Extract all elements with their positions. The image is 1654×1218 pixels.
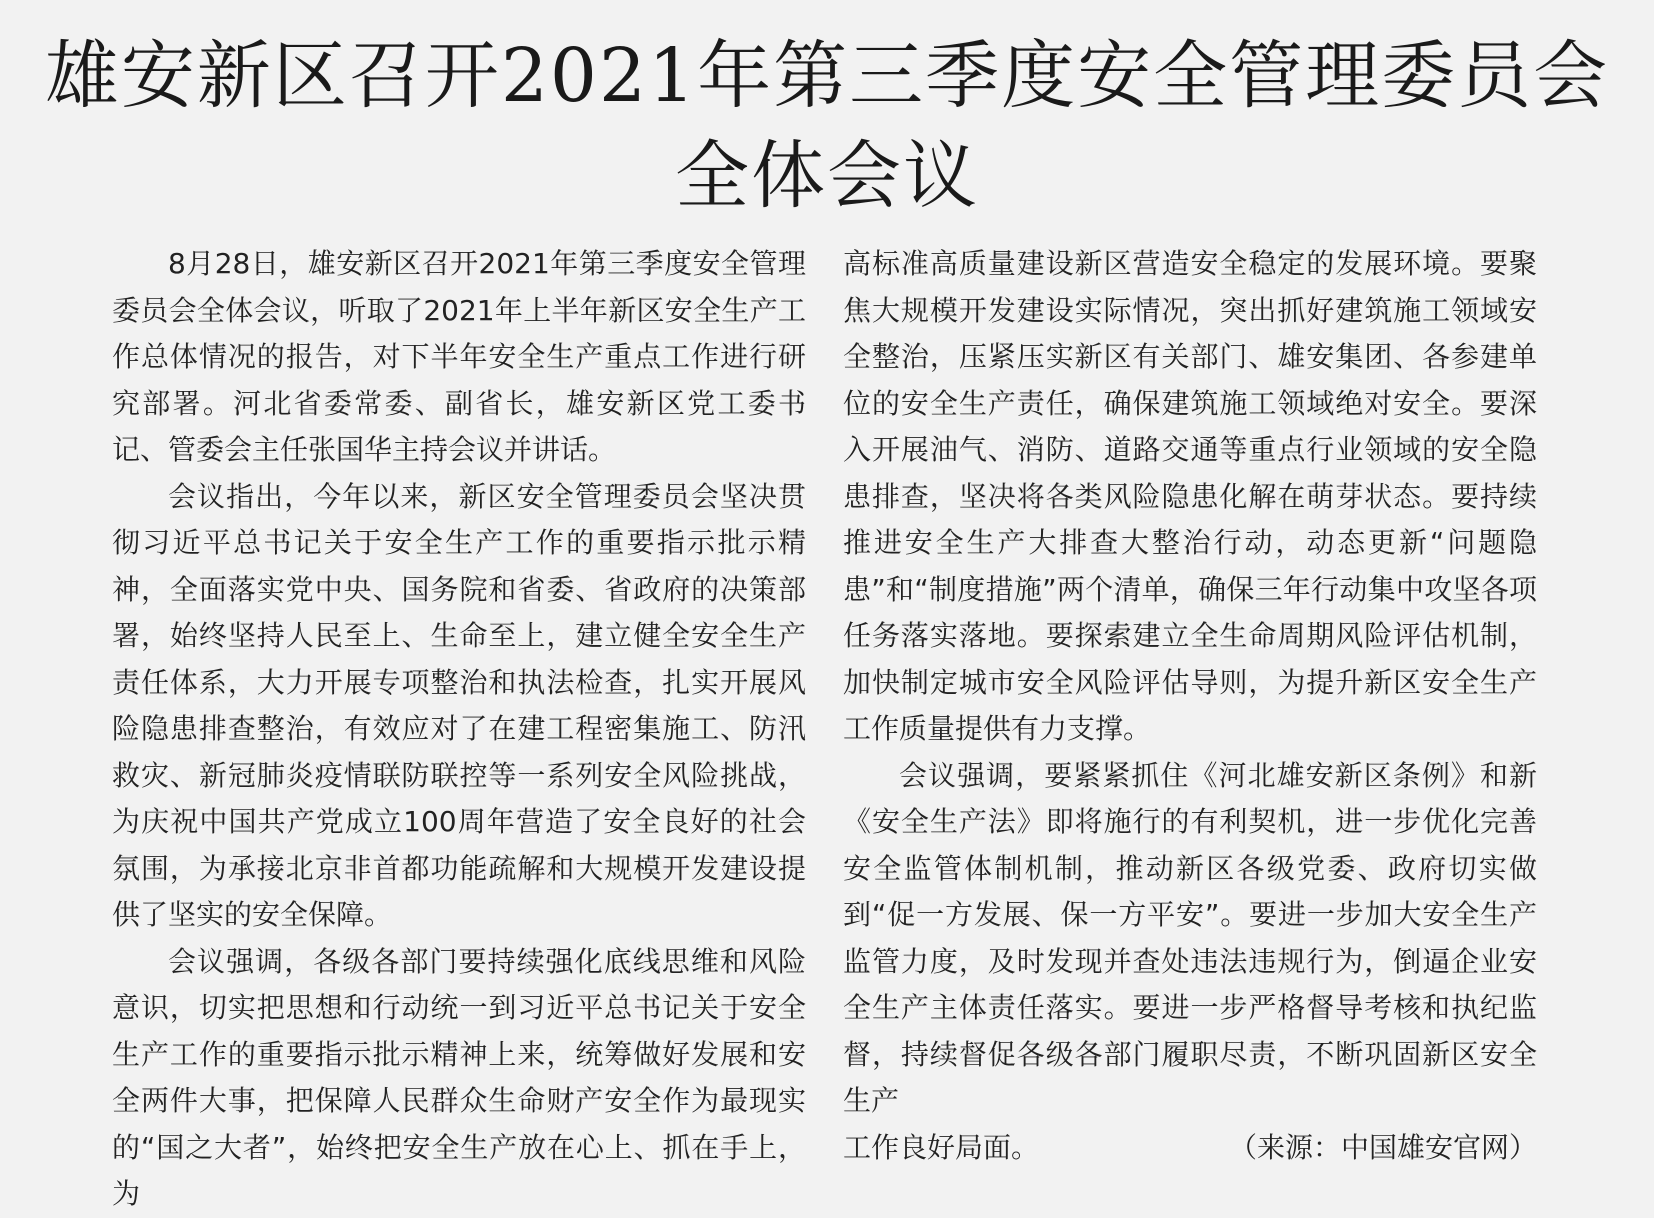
article-title-line-1: 雄安新区召开2021年第三季度安全管理委员会 xyxy=(44,33,1610,119)
paragraph-3-start: 会议强调，各级各部门要持续强化底线思维和风险意识，切实把思想和行动统一到习近平总书记关于安全生产工作的重要指示批示精神上来，统筹做好发展和安全两件大事，把保障人民群众生命财产安全作为最现实的“国之大者”，始终把安全生产放在心上、抓在手上，为 xyxy=(112,944,806,1210)
left-column xyxy=(112,241,806,1218)
paragraph-2: 会议指出，今年以来，新区安全管理委员会坚决贯彻习近平总书记关于安全生产工作的重要指示批示精神，全面落实党中央、国务院和省委、省政府的决策部署，始终坚持人民至上、生命至上，建立健全安全生产责任体系，大力开展专项整治和执法检查，扎实开展风险隐患排查整治，有效应对了在建工程密集施工、防汛救灾、新冠肺炎疫情联防联控等一系列安全风险挑战，为庆祝中国共产党成立100周年营造了安全良好的社会氛围，为承接北京非首都功能疏解和大规模开发建设提供了坚实的安全保障。 xyxy=(112,479,806,931)
closing-line xyxy=(843,1125,1537,1172)
article-title xyxy=(0,26,1654,226)
source-credit: （来源：中国雄安官网） xyxy=(1228,1130,1537,1164)
paragraph-3-continued: 高标准高质量建设新区营造安全稳定的发展环境。要聚焦大规模开发建设实际情况，突出抓好建筑施工领域安全整治，压紧压实新区有关部门、雄安集团、各参建单位的安全生产责任，确保建筑施工领域绝对安全。要深入开展油气、消防、道路交通等重点行业领域的安全隐患排查，坚决将各类风险隐患化解在萌芽状态。要持续推进安全生产大排查大整治行动，动态更新“问题隐患”和“制度措施”两个清单，确保三年行动集中攻坚各项任务落实落地。要探索建立全生命周期风险评估机制，加快制定城市安全风险评估导则，为提升新区安全生产工作质量提供有力支撑。 xyxy=(843,247,1537,745)
closing-text: 工作良好局面。 xyxy=(843,1130,1040,1164)
paragraph-1: 8月28日，雄安新区召开2021年第三季度安全管理委员会全体会议，听取了2021年上半年新区安全生产工作总体情况的报告，对下半年安全生产重点工作进行研究部署。河北省委常委、副省长，雄安新区党工委书记、管委会主任张国华主持会议并讲话。 xyxy=(112,247,806,466)
article-title-line-2: 全体会议 xyxy=(675,133,979,219)
right-column xyxy=(843,241,1537,1171)
paragraph-4: 会议强调，要紧紧抓住《河北雄安新区条例》和新《安全生产法》即将施行的有利契机，进一步优化完善安全监管体制机制，推动新区各级党委、政府切实做到“促一方发展、保一方平安”。要进一步加大安全生产监管力度，及时发现并查处违法违规行为，倒逼企业安全生产主体责任落实。要进一步严格督导考核和执纪监督，持续督促各级各部门履职尽责，不断巩固新区安全生产 xyxy=(843,758,1537,1117)
